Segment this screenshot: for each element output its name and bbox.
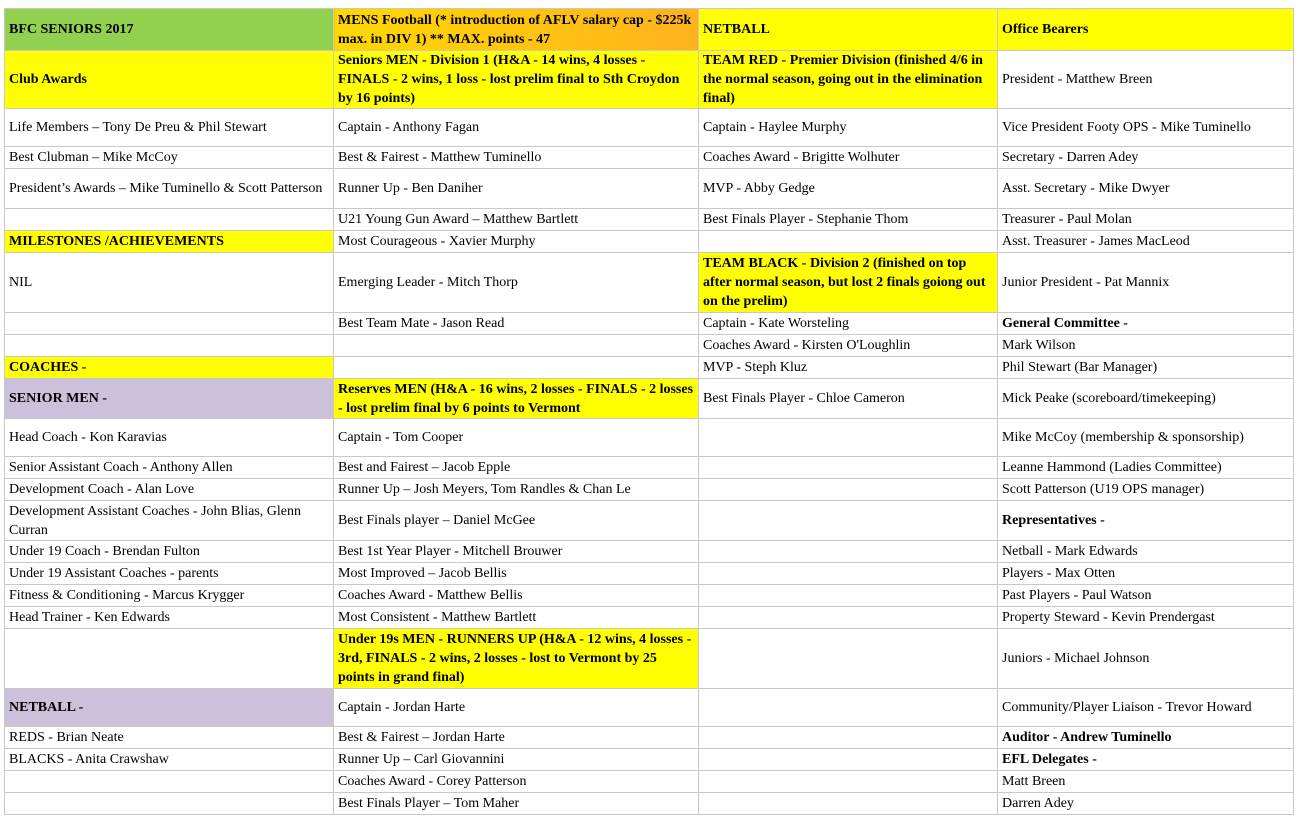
cell[interactable] (699, 457, 998, 479)
cell-section-coaches[interactable]: COACHES - (5, 357, 334, 379)
cell[interactable]: Runner Up - Ben Daniher (334, 169, 699, 209)
cell[interactable] (699, 501, 998, 541)
header-mens-football[interactable]: MENS Football (* introduction of AFLV salary cap - $225k max. in DIV 1) ** MAX. points - 47 (334, 9, 699, 51)
cell[interactable]: Community/Player Liaison - Trevor Howard (998, 689, 1294, 727)
cell[interactable]: Captain - Tom Cooper (334, 419, 699, 457)
cell[interactable]: Coaches Award - Brigitte Wolhuter (699, 147, 998, 169)
cell[interactable]: BLACKS - Anita Crawshaw (5, 749, 334, 771)
table-row (5, 793, 1294, 815)
cell[interactable]: MVP - Abby Gedge (699, 169, 998, 209)
table-row (5, 585, 1294, 607)
cell-section-senior-men[interactable]: SENIOR MEN - (5, 379, 334, 419)
cell[interactable]: Netball - Mark Edwards (998, 541, 1294, 563)
cell-section-seniors-men[interactable]: Seniors MEN - Division 1 (H&A - 14 wins, 4 losses - FINALS - 2 wins, 1 loss - lost prelim final to Sth Croydon by 16 points) (334, 51, 699, 109)
header-office-bearers[interactable]: Office Bearers (998, 9, 1294, 51)
table-row (5, 51, 1294, 109)
cell[interactable] (699, 607, 998, 629)
header-seniors-title[interactable]: BFC SENIORS 2017 (5, 9, 334, 51)
cell[interactable]: Best Finals player – Daniel McGee (334, 501, 699, 541)
cell[interactable]: Runner Up – Carl Giovannini (334, 749, 699, 771)
cell[interactable]: Coaches Award - Kirsten O'Loughlin (699, 335, 998, 357)
cell[interactable] (334, 357, 699, 379)
cell[interactable]: Best Team Mate - Jason Read (334, 313, 699, 335)
table-row (5, 419, 1294, 457)
cell[interactable]: Captain - Jordan Harte (334, 689, 699, 727)
table-row (5, 357, 1294, 379)
cell[interactable] (699, 231, 998, 253)
table-row (5, 727, 1294, 749)
table-row (5, 689, 1294, 727)
cell[interactable]: Most Improved – Jacob Bellis (334, 563, 699, 585)
cell[interactable]: Asst. Treasurer - James MacLeod (998, 231, 1294, 253)
cell[interactable]: Leanne Hammond (Ladies Committee) (998, 457, 1294, 479)
cell[interactable]: Development Coach - Alan Love (5, 479, 334, 501)
cell[interactable]: Head Coach - Kon Karavias (5, 419, 334, 457)
cell[interactable]: Best Finals Player – Tom Maher (334, 793, 699, 815)
cell[interactable]: Captain - Anthony Fagan (334, 109, 699, 147)
cell[interactable] (699, 585, 998, 607)
cell[interactable] (5, 313, 334, 335)
cell[interactable]: Mick Peake (scoreboard/timekeeping) (998, 379, 1294, 419)
cell[interactable]: Best and Fairest – Jacob Epple (334, 457, 699, 479)
cell[interactable]: Past Players - Paul Watson (998, 585, 1294, 607)
cell[interactable]: Coaches Award - Matthew Bellis (334, 585, 699, 607)
cell[interactable]: U21 Young Gun Award – Matthew Bartlett (334, 209, 699, 231)
cell-efl-delegates[interactable]: EFL Delegates - (998, 749, 1294, 771)
table-row (5, 749, 1294, 771)
cell-section-team-red[interactable]: TEAM RED - Premier Division (finished 4/6 in the normal season, going out in the elimination final) (699, 51, 998, 109)
cell-general-committee[interactable]: General Committee - (998, 313, 1294, 335)
cell[interactable] (5, 629, 334, 689)
cell-section-reserves-men[interactable]: Reserves MEN (H&A - 16 wins, 2 losses - FINALS - 2 losses - lost prelim final by 6 points to Vermont (334, 379, 699, 419)
cell-auditor[interactable]: Auditor - Andrew Tuminello (998, 727, 1294, 749)
cell[interactable] (699, 727, 998, 749)
table-row (5, 457, 1294, 479)
awards-spreadsheet (4, 8, 1294, 815)
cell[interactable] (699, 793, 998, 815)
cell[interactable]: Darren Adey (998, 793, 1294, 815)
cell[interactable] (5, 771, 334, 793)
cell[interactable] (699, 479, 998, 501)
cell[interactable]: Life Members – Tony De Preu & Phil Stewart (5, 109, 334, 147)
cell[interactable]: President’s Awards – Mike Tuminello & Scott Patterson (5, 169, 334, 209)
table-row (5, 563, 1294, 585)
cell[interactable] (699, 563, 998, 585)
cell[interactable]: Best & Fairest - Matthew Tuminello (334, 147, 699, 169)
cell[interactable]: NIL (5, 253, 334, 313)
cell-section-club-awards[interactable]: Club Awards (5, 51, 334, 109)
cell[interactable] (5, 793, 334, 815)
cell[interactable]: Vice President Footy OPS - Mike Tuminello (998, 109, 1294, 147)
cell[interactable]: Emerging Leader - Mitch Thorp (334, 253, 699, 313)
cell[interactable]: REDS - Brian Neate (5, 727, 334, 749)
table-row (5, 209, 1294, 231)
cell[interactable]: MVP - Steph Kluz (699, 357, 998, 379)
cell[interactable] (699, 689, 998, 727)
cell[interactable]: Fitness & Conditioning - Marcus Krygger (5, 585, 334, 607)
cell[interactable]: Mark Wilson (998, 335, 1294, 357)
cell[interactable] (699, 419, 998, 457)
table-row (5, 541, 1294, 563)
cell[interactable]: Treasurer - Paul Molan (998, 209, 1294, 231)
table-row (5, 147, 1294, 169)
cell-section-milestones[interactable]: MILESTONES /ACHIEVEMENTS (5, 231, 334, 253)
cell[interactable]: President - Matthew Breen (998, 51, 1294, 109)
cell[interactable]: Best 1st Year Player - Mitchell Brouwer (334, 541, 699, 563)
cell[interactable]: Junior President - Pat Mannix (998, 253, 1294, 313)
header-netball[interactable]: NETBALL (699, 9, 998, 51)
cell[interactable]: Players - Max Otten (998, 563, 1294, 585)
cell[interactable]: Mike McCoy (membership & sponsorship) (998, 419, 1294, 457)
cell-representatives[interactable]: Representatives - (998, 501, 1294, 541)
table-row (5, 335, 1294, 357)
cell[interactable]: Best Finals Player - Chloe Cameron (699, 379, 998, 419)
cell[interactable]: Juniors - Michael Johnson (998, 629, 1294, 689)
cell[interactable]: Best & Fairest – Jordan Harte (334, 727, 699, 749)
cell[interactable] (5, 335, 334, 357)
cell[interactable]: Senior Assistant Coach - Anthony Allen (5, 457, 334, 479)
cell[interactable]: Most Courageous - Xavier Murphy (334, 231, 699, 253)
table-row (5, 501, 1294, 541)
table-row (5, 629, 1294, 689)
cell[interactable]: Phil Stewart (Bar Manager) (998, 357, 1294, 379)
cell[interactable]: Most Consistent - Matthew Bartlett (334, 607, 699, 629)
cell[interactable]: Secretary - Darren Adey (998, 147, 1294, 169)
table-row (5, 607, 1294, 629)
cell[interactable]: Property Steward - Kevin Prendergast (998, 607, 1294, 629)
cell[interactable]: Captain - Kate Worsteling (699, 313, 998, 335)
cell[interactable]: Best Finals Player - Stephanie Thom (699, 209, 998, 231)
table-row (5, 379, 1294, 419)
table-row (5, 231, 1294, 253)
cell[interactable] (699, 629, 998, 689)
cell[interactable]: Best Clubman – Mike McCoy (5, 147, 334, 169)
header-row (5, 9, 1294, 51)
cell[interactable] (699, 771, 998, 793)
cell[interactable]: Head Trainer - Ken Edwards (5, 607, 334, 629)
cell[interactable]: Under 19 Assistant Coaches - parents (5, 563, 334, 585)
cell[interactable]: Captain - Haylee Murphy (699, 109, 998, 147)
cell[interactable]: Scott Patterson (U19 OPS manager) (998, 479, 1294, 501)
cell[interactable]: Runner Up – Josh Meyers, Tom Randles & Chan Le (334, 479, 699, 501)
cell[interactable] (699, 749, 998, 771)
cell[interactable] (699, 541, 998, 563)
table-row (5, 253, 1294, 313)
cell[interactable]: Matt Breen (998, 771, 1294, 793)
cell[interactable]: Coaches Award - Corey Patterson (334, 771, 699, 793)
cell[interactable]: Development Assistant Coaches - John Blias, Glenn Curran (5, 501, 334, 541)
table-row (5, 169, 1294, 209)
table-row (5, 109, 1294, 147)
cell[interactable]: Under 19 Coach - Brendan Fulton (5, 541, 334, 563)
cell[interactable] (334, 335, 699, 357)
table-row (5, 313, 1294, 335)
table-row (5, 771, 1294, 793)
cell-section-under-19s-men[interactable]: Under 19s MEN - RUNNERS UP (H&A - 12 wins, 4 losses - 3rd, FINALS - 2 wins, 2 losses - lost to Vermont by 25 points in grand final) (334, 629, 699, 689)
cell[interactable] (5, 209, 334, 231)
cell-section-netball-coaches[interactable]: NETBALL - (5, 689, 334, 727)
table-row (5, 479, 1294, 501)
cell[interactable]: Asst. Secretary - Mike Dwyer (998, 169, 1294, 209)
cell-section-team-black[interactable]: TEAM BLACK - Division 2 (finished on top after normal season, but lost 2 finals goiong out on the prelim) (699, 253, 998, 313)
